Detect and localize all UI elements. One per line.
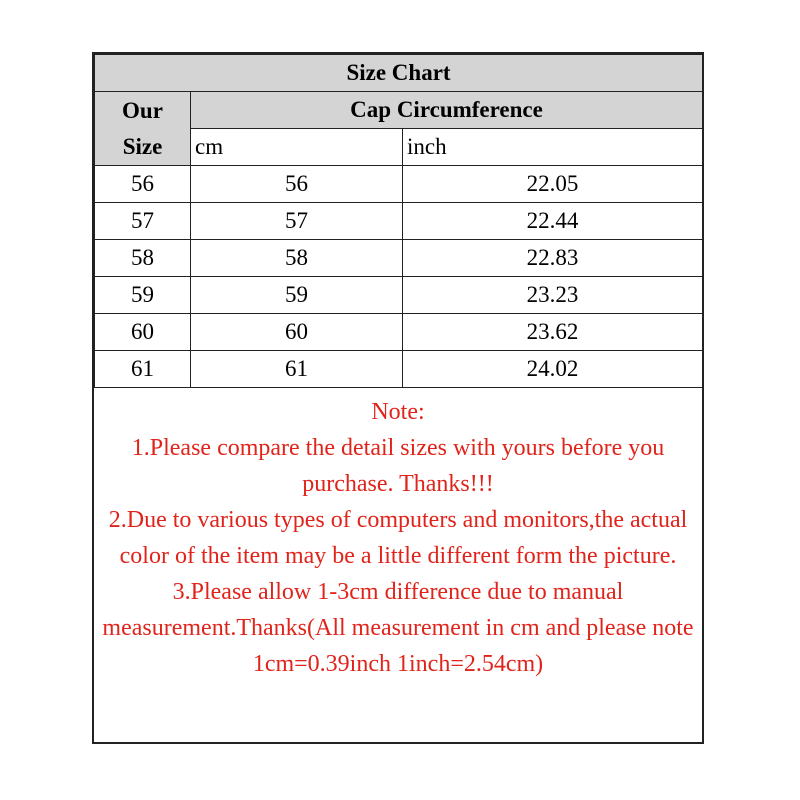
size-cell: 58 (95, 240, 191, 277)
note-item-2: 2.Due to various types of computers and monitors,the actual color of the item may be a little different form the picture. (108, 507, 688, 569)
chart-title: Size Chart (95, 55, 703, 92)
cm-cell: 60 (191, 314, 403, 351)
size-cell: 61 (95, 351, 191, 388)
table-row (95, 240, 703, 277)
cm-cell: 61 (191, 351, 403, 388)
unit-inch-header: inch (403, 129, 703, 166)
table-row (95, 314, 703, 351)
cm-cell: 56 (191, 166, 403, 203)
table-row (95, 166, 703, 203)
size-table (94, 54, 703, 388)
size-cell: 59 (95, 277, 191, 314)
cm-cell: 59 (191, 277, 403, 314)
size-cell: 56 (95, 166, 191, 203)
size-chart (92, 52, 704, 744)
our-size-line2: Size (122, 133, 163, 159)
our-size-header (95, 92, 191, 166)
table-row (95, 277, 703, 314)
table-row (95, 351, 703, 388)
our-size-line1: Our (122, 97, 163, 123)
note-item-1: 1.Please compare the detail sizes with yours before you purchase. Thanks!!! (131, 435, 665, 497)
size-cell: 57 (95, 203, 191, 240)
cm-cell: 58 (191, 240, 403, 277)
inch-cell: 22.05 (403, 166, 703, 203)
unit-cm-header: cm (191, 129, 403, 166)
cap-circumference-header: Cap Circumference (191, 92, 703, 129)
note-block (94, 394, 702, 742)
inch-cell: 24.02 (403, 351, 703, 388)
note-title: Note: (371, 399, 425, 425)
cm-cell: 57 (191, 203, 403, 240)
inch-cell: 22.44 (403, 203, 703, 240)
size-cell: 60 (95, 314, 191, 351)
table-row (95, 203, 703, 240)
inch-cell: 23.62 (403, 314, 703, 351)
inch-cell: 23.23 (403, 277, 703, 314)
note-item-3: 3.Please allow 1-3cm difference due to manual measurement.Thanks(All measurement in cm and please note 1cm=0.39inch 1inch=2.54cm) (102, 579, 694, 677)
inch-cell: 22.83 (403, 240, 703, 277)
